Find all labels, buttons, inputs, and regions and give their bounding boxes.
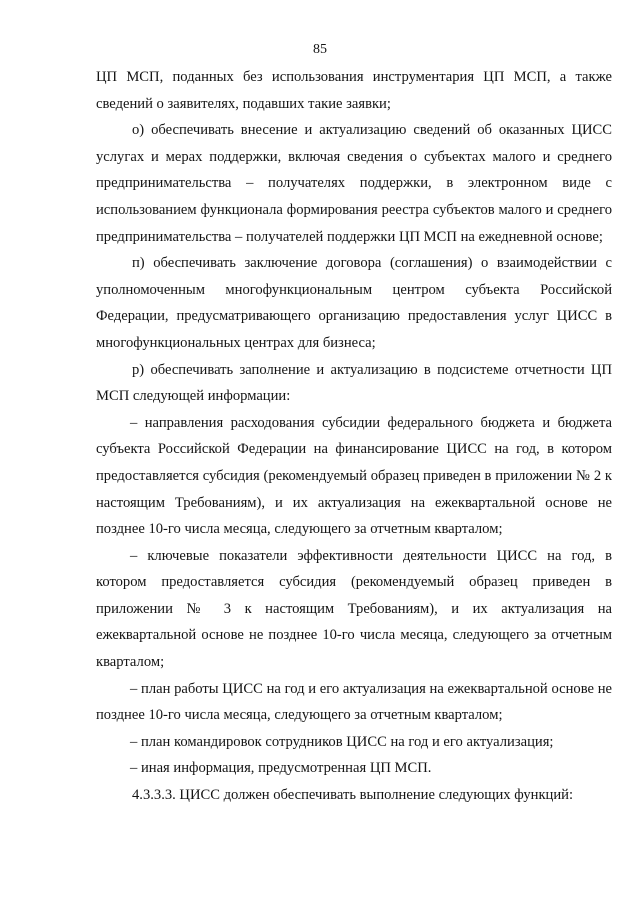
list-item-business-trips: – план командировок сотрудников ЦИСС на год и его актуализация; (130, 733, 554, 750)
paragraph-continuation: ЦП МСП, поданных без использования инструментария ЦП МСП, а также сведений о заявителях, подавших такие заявки; (96, 69, 612, 112)
paragraph-item-o: о) обеспечивать внесение и актуализацию сведений об оказанных ЦИСС услугах и мерах поддержки, включая сведения о субъектах малого и среднего предпринимательства – получателях поддержки, в электронном виде с использованием функционала формирования реестра субъектов малого и среднего предпринимательства – получателей поддержки ЦП МСП на ежедневной основе; (96, 122, 612, 245)
document-body (96, 64, 612, 809)
paragraph-item-r: р) обеспечивать заполнение и актуализацию в подсистеме отчетности ЦП МСП следующей информации: (96, 361, 612, 405)
list-item-other-info: – иная информация, предусмотренная ЦП МСП. (130, 760, 432, 777)
paragraph-section-4-3-3-3: 4.3.3.3. ЦИСС должен обеспечивать выполнение следующих функций: (132, 787, 574, 804)
paragraph-item-p: п) обеспечивать заключение договора (соглашения) о взаимодействии с уполномоченным многофункциональным центром субъекта Российской Федерации, предусматривающего организацию предоставления услуг ЦИСС в многофункциональных центрах для бизнеса; (96, 255, 612, 351)
list-item-kpi: – ключевые показатели эффективности деятельности ЦИСС на год, в котором предоставляется субсидия (рекомендуемый образец приведен в приложении № 3 к настоящим Требованиям), и их актуализация на ежеквартальной основе не позднее 10-го числа месяца, следующего за отчетным кварталом; (96, 547, 612, 671)
list-item-subsidy-directions: – направления расходования субсидии федерального бюджета и бюджета субъекта Российской Федерации на финансирование ЦИСС на год, в котором предоставляется субсидия (рекомендуемый образец приведен в приложении № 2 к настоящим Требованиям), и их актуализация на ежеквартальной основе не позднее 10-го числа месяца, следующего за отчетным кварталом; (96, 414, 612, 538)
page-number: 85 (313, 42, 327, 57)
list-item-work-plan: – план работы ЦИСС на год и его актуализация на ежеквартальной основе не позднее 10-го числа месяца, следующего за отчетным кварталом; (96, 680, 612, 724)
